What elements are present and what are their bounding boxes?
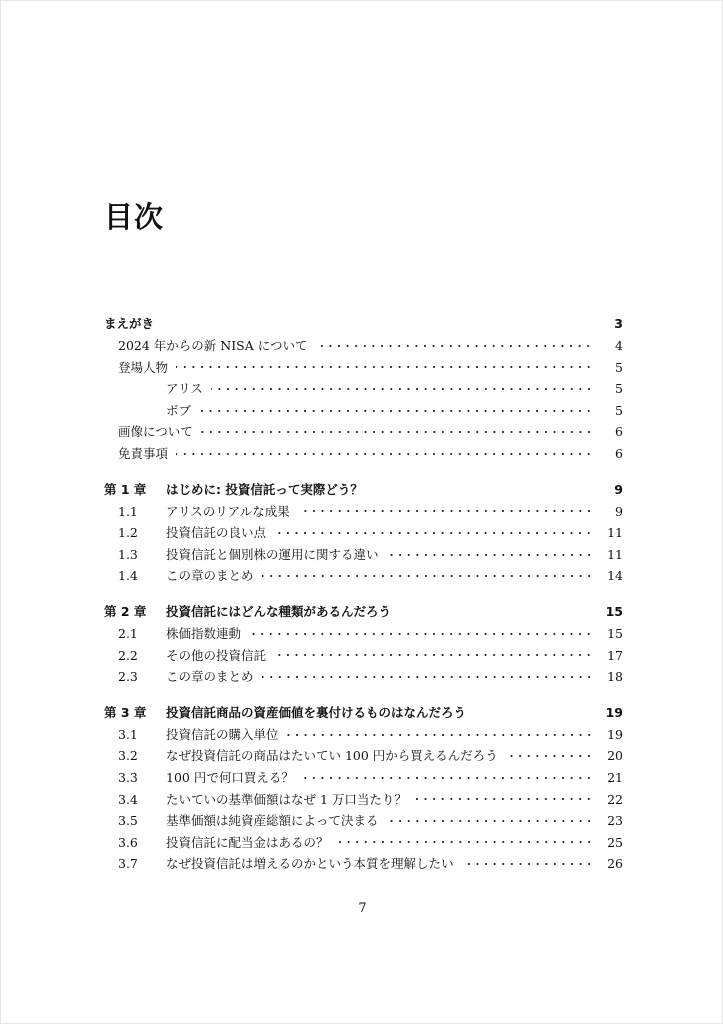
chapter-title[interactable]: 投資信託にはどんな種類があるんだろう: [166, 604, 392, 620]
page-number: 7: [358, 901, 367, 916]
chapter-title[interactable]: まえがき: [104, 316, 155, 332]
toc-entry[interactable]: [104, 357, 623, 379]
dot-leader: [274, 650, 593, 660]
section-number: 3.6: [118, 834, 138, 850]
section-number: 1.1: [118, 503, 138, 519]
section-title[interactable]: たいていの基準価額はなぜ 1 万口当たり？: [166, 791, 407, 807]
toc-entry[interactable]: [104, 421, 623, 443]
dot-leader: [506, 751, 593, 761]
section-page-number: 6: [615, 424, 623, 440]
toc-entry[interactable]: [104, 565, 623, 587]
toc-entry[interactable]: [104, 666, 623, 688]
toc-entry[interactable]: [104, 522, 623, 544]
section-page-number: 23: [607, 813, 623, 829]
chapter-title[interactable]: はじめに: 投資信託って実際どう？: [166, 481, 363, 497]
section-page-number: 17: [607, 647, 623, 663]
dot-leader: [387, 550, 593, 560]
chapter-page-number: 9: [614, 481, 623, 497]
chapter-page-number: 19: [605, 704, 623, 720]
section-title[interactable]: 株価指数連動: [166, 625, 242, 641]
toc-entry[interactable]: [104, 335, 623, 357]
section-title[interactable]: その他の投資信託: [166, 647, 267, 663]
section-number: 3.1: [118, 726, 138, 742]
section-title[interactable]: この章のまとめ: [166, 568, 254, 584]
dot-leader: [415, 794, 593, 804]
dot-leader: [176, 362, 593, 372]
toc-entry[interactable]: [104, 724, 623, 746]
toc-entry[interactable]: [104, 378, 623, 400]
toc-entry[interactable]: [104, 810, 623, 832]
chapter-number: 第 3 章: [104, 704, 147, 720]
section-title[interactable]: 登場人物: [118, 359, 169, 375]
section-title[interactable]: アリス: [166, 381, 203, 397]
section-title[interactable]: 画像について: [118, 424, 193, 440]
chapter-page-number: 15: [605, 604, 623, 620]
section-number: 1.3: [118, 546, 138, 562]
toc-entry[interactable]: [104, 645, 623, 667]
section-number: 3.7: [118, 856, 138, 872]
dot-leader: [262, 571, 593, 581]
section-page-number: 19: [607, 726, 623, 742]
section-title[interactable]: 投資信託に配当金はあるの？: [166, 834, 329, 850]
chapter-number: 第 2 章: [104, 604, 147, 620]
toc-chapter-entry[interactable]: [104, 601, 623, 623]
toc-entry[interactable]: [104, 400, 623, 422]
section-page-number: 9: [615, 503, 623, 519]
section-number: 2.1: [118, 625, 138, 641]
dot-leader: [337, 837, 593, 847]
toc-entry[interactable]: [104, 623, 623, 645]
section-number: 2.3: [118, 669, 138, 685]
chapter-number: 第 1 章: [104, 481, 147, 497]
dot-leader: [298, 506, 593, 516]
section-page-number: 11: [607, 525, 623, 541]
dot-leader: [387, 816, 593, 826]
toc-entry[interactable]: [104, 443, 623, 465]
toc-chapter-entry[interactable]: [104, 702, 623, 724]
page-title: 目次: [104, 200, 165, 234]
section-title[interactable]: 投資信託の購入単位: [166, 726, 279, 742]
section-number: 1.2: [118, 525, 138, 541]
section-number: 3.4: [118, 791, 138, 807]
dot-leader: [176, 449, 593, 459]
dot-leader: [315, 341, 593, 351]
toc-entry[interactable]: [104, 789, 623, 811]
section-page-number: 5: [615, 381, 623, 397]
section-title[interactable]: 2024 年からの新 NISA について: [118, 338, 308, 353]
toc-entry[interactable]: [104, 832, 623, 854]
dot-leader: [462, 859, 593, 869]
dot-leader: [287, 730, 593, 740]
section-page-number: 21: [607, 769, 623, 785]
section-number: 3.5: [118, 813, 138, 829]
toc-section: [104, 479, 623, 587]
chapter-page-number: 3: [614, 316, 623, 332]
section-number: 1.4: [118, 568, 138, 584]
toc-entry[interactable]: [104, 853, 623, 875]
section-title[interactable]: 100 円で何口買える？: [166, 769, 294, 785]
toc-entry[interactable]: [104, 501, 623, 523]
section-title[interactable]: 投資信託の良い点: [166, 525, 267, 541]
dot-leader: [274, 528, 593, 538]
section-title[interactable]: 基準価額は純資産総額によって決まる: [166, 813, 379, 829]
section-page-number: 25: [607, 834, 623, 850]
toc-section: [104, 601, 623, 688]
chapter-title[interactable]: 投資信託商品の資産価値を裏付けるものはなんだろう: [166, 704, 467, 720]
section-page-number: 4: [615, 338, 623, 353]
toc-entry[interactable]: [104, 544, 623, 566]
section-title[interactable]: なぜ投資信託の商品はたいてい 100 円から買えるんだろう: [166, 748, 498, 764]
dot-leader: [262, 672, 593, 682]
dot-leader: [249, 629, 593, 639]
section-number: 3.2: [118, 748, 138, 764]
toc-entry[interactable]: [104, 745, 623, 767]
toc-chapter-entry[interactable]: [104, 479, 623, 501]
section-number: 2.2: [118, 647, 138, 663]
toc-section: [104, 702, 623, 875]
table-of-contents: [104, 313, 623, 889]
section-title[interactable]: なぜ投資信託は増えるのかという本質を理解したい: [166, 856, 454, 872]
section-page-number: 22: [607, 791, 623, 807]
toc-chapter-entry[interactable]: [104, 313, 623, 335]
section-page-number: 15: [607, 625, 623, 641]
section-page-number: 5: [615, 402, 623, 418]
section-page-number: 26: [607, 856, 623, 872]
section-page-number: 11: [607, 546, 623, 562]
section-title[interactable]: アリスのリアルな成果: [166, 503, 290, 519]
dot-leader: [211, 384, 593, 394]
dot-leader: [199, 406, 593, 416]
section-title[interactable]: ボブ: [166, 402, 192, 418]
toc-section: [104, 313, 623, 465]
section-number: 3.3: [118, 769, 138, 785]
section-page-number: 5: [615, 359, 623, 375]
section-page-number: 18: [607, 669, 623, 685]
toc-entry[interactable]: [104, 767, 623, 789]
section-page-number: 14: [607, 568, 623, 584]
section-page-number: 6: [615, 445, 623, 461]
section-title[interactable]: この章のまとめ: [166, 669, 254, 685]
section-title[interactable]: 投資信託と個別株の運用に関する違い: [166, 546, 379, 562]
dot-leader: [302, 773, 593, 783]
section-title[interactable]: 免責事項: [118, 445, 169, 461]
section-page-number: 20: [607, 748, 623, 764]
dot-leader: [201, 427, 593, 437]
